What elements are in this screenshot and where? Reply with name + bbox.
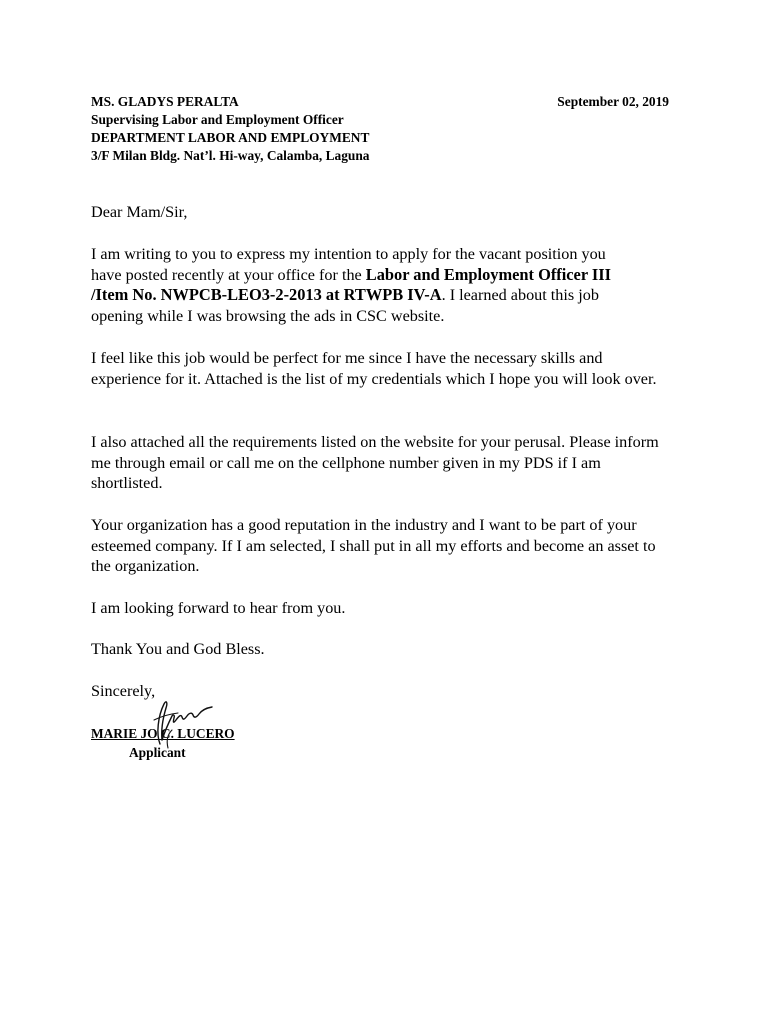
paragraph-1-line-1: I am writing to you to express my intention to apply for the vacant position you	[91, 245, 606, 263]
closing: Sincerely,	[91, 682, 156, 700]
paragraph-1-line-2: have posted recently at your office for the	[91, 265, 366, 284]
handwritten-signature	[146, 694, 218, 750]
position-title: Labor and Employment Officer III	[365, 264, 612, 284]
recipient-address: 3/F Milan Bldg. Nat’l. Hi-way, Calamba, Laguna	[91, 148, 370, 163]
item-number: /Item No. NWPCB-LEO3-2-2013 at RTWPB IV-A	[91, 285, 442, 304]
signatory-role: Applicant	[129, 745, 186, 760]
paragraph-6: Thank You and God Bless.	[91, 640, 265, 658]
recipient-block	[91, 93, 370, 165]
letter-date: September 02, 2019	[557, 94, 669, 109]
recipient-title: Supervising Labor and Employment Officer	[91, 112, 344, 127]
paragraph-4: Your organization has a good reputation in the industry and I want to be part of your esteemed company. If I am selected, I shall put in all my efforts and become an asset to the organization.	[91, 516, 656, 575]
paragraph-2: I feel like this job would be perfect for me since I have the necessary skills and experience for it. Attached is the list of my credentials which I hope you will look over.	[91, 349, 657, 388]
paragraph-1	[91, 244, 676, 326]
paragraph-3: I also attached all the requirements listed on the website for your perusal. Please inform me through email or call me on the cellphone number given in my PDS if I am shortlisted.	[91, 433, 659, 492]
recipient-department: DEPARTMENT LABOR AND EMPLOYMENT	[91, 130, 370, 145]
paragraph-5: I am looking forward to hear from you.	[91, 599, 346, 617]
signatory-name: MARIE JO C. LUCERO	[91, 726, 235, 741]
paragraph-1-line-3: . I learned about this job	[441, 286, 599, 304]
salutation: Dear Mam/Sir,	[91, 203, 188, 221]
paragraph-1-line-4: opening while I was browsing the ads in CSC website.	[91, 306, 445, 325]
recipient-name: MS. GLADYS PERALTA	[91, 94, 239, 109]
